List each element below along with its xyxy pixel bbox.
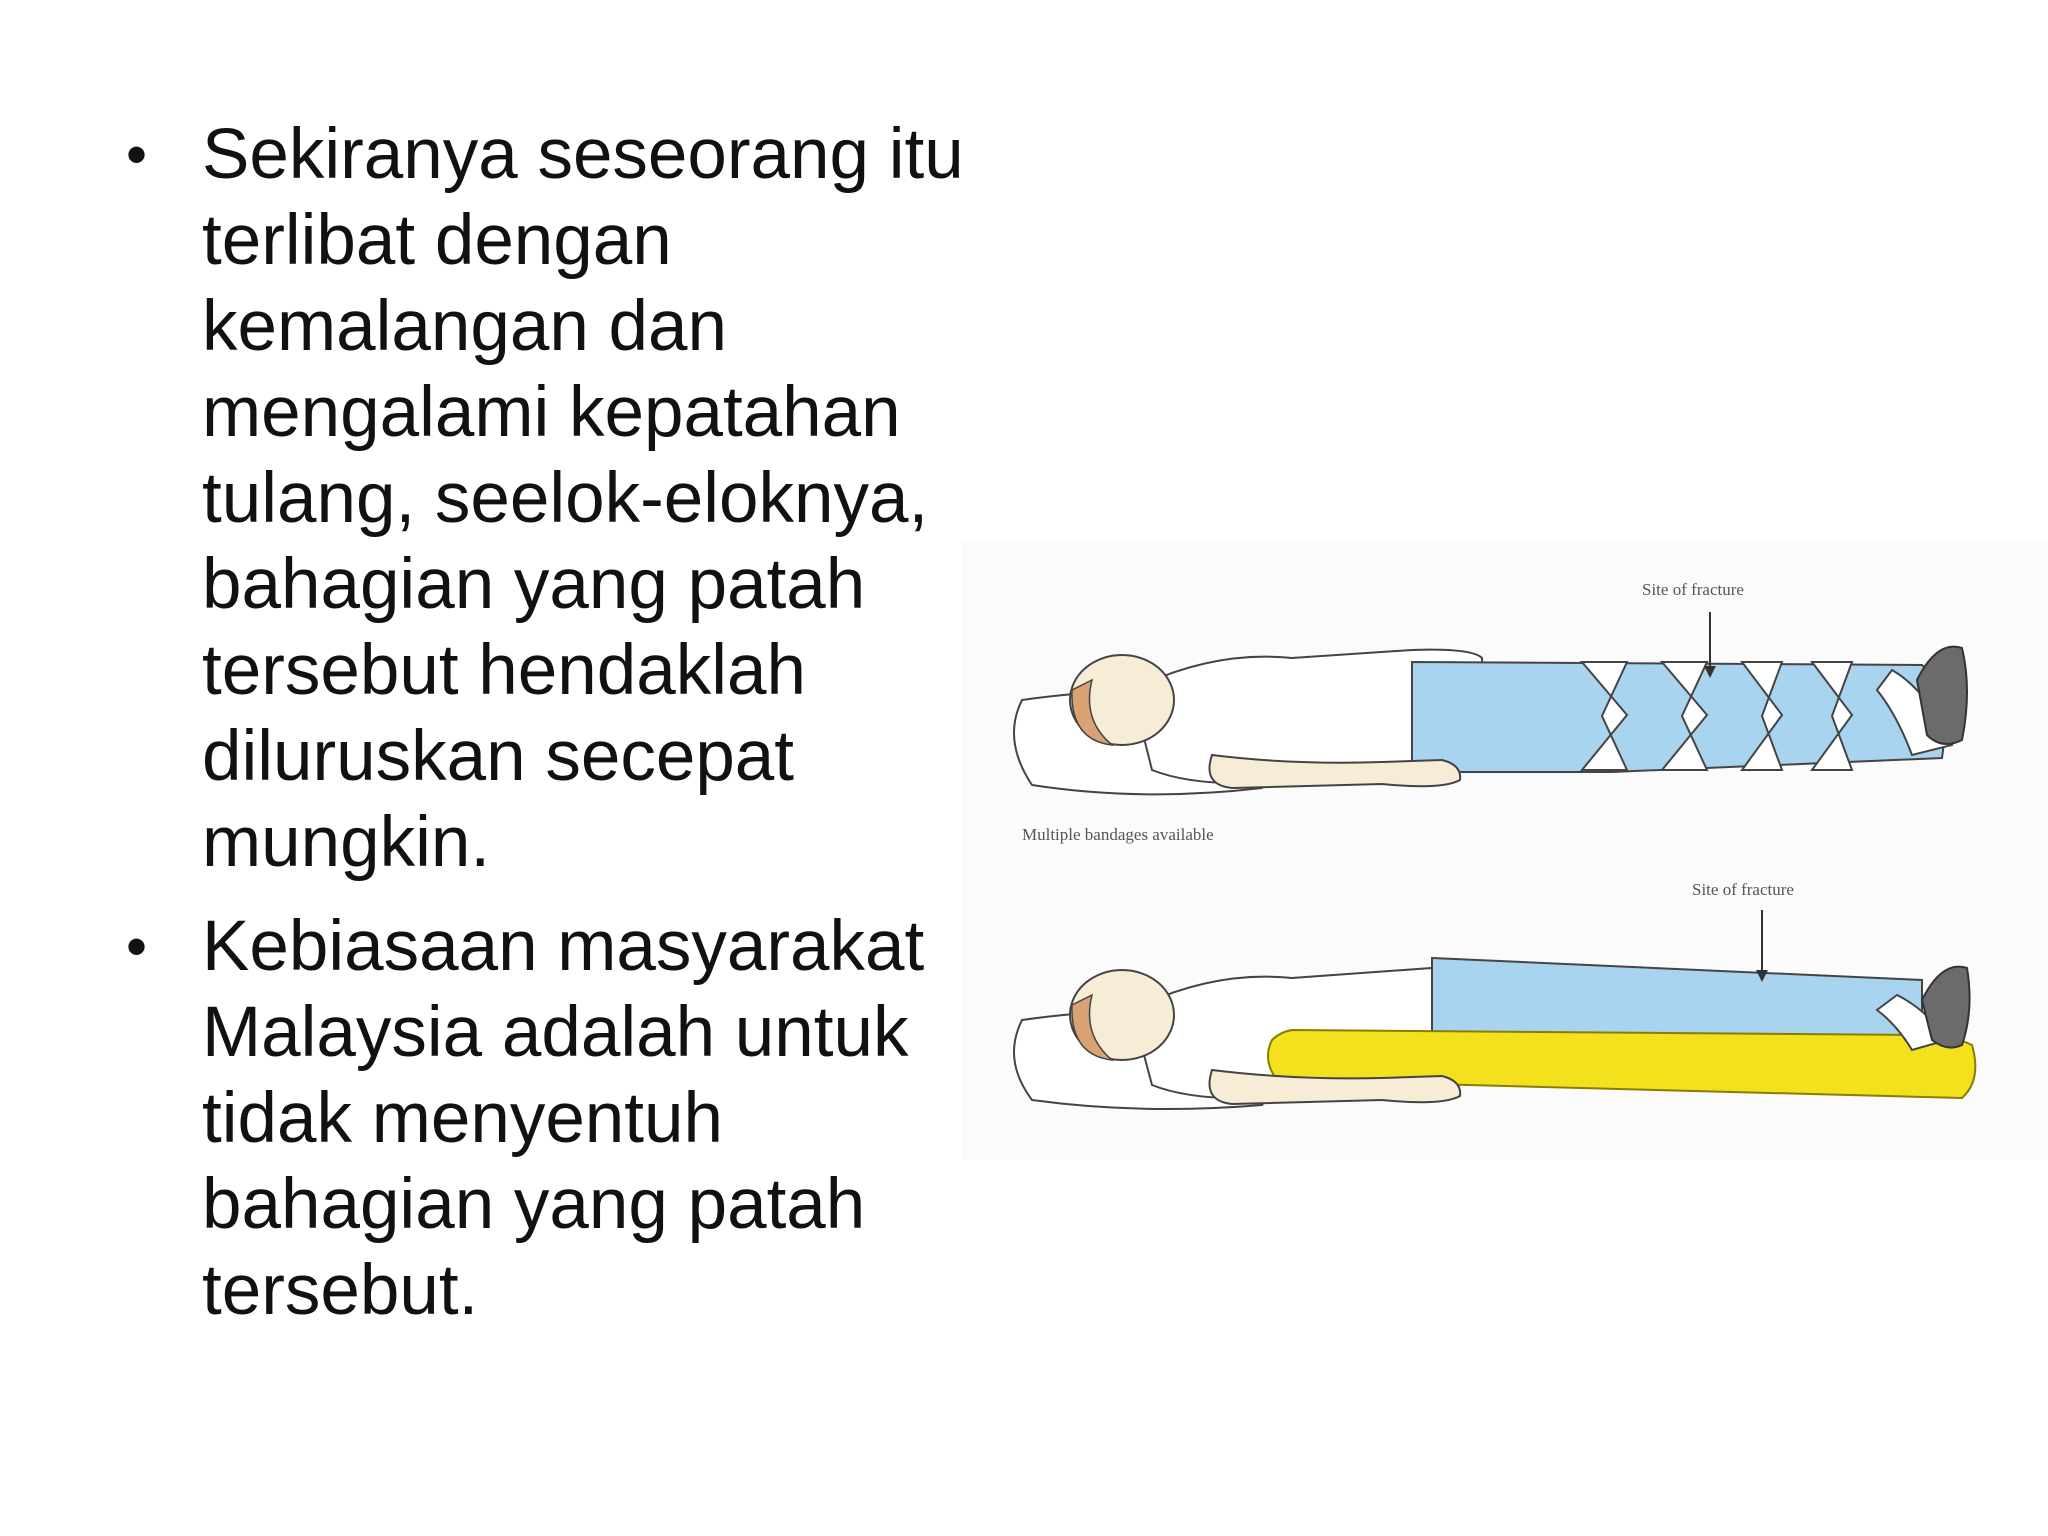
site-of-fracture-label-top: Site of fracture [1642, 580, 1744, 599]
illustration-svg [962, 540, 2048, 1160]
patient-figure-bandaged [1014, 580, 1967, 794]
bullet-line: Sekiranya seseorang itu [202, 115, 964, 194]
bullet-line: mengalami kepatahan [202, 373, 901, 452]
site-of-fracture-label-bottom: Site of fracture [1692, 880, 1794, 899]
fracture-splinting-illustration [962, 540, 2048, 1160]
bullet-line: tersebut hendaklah [202, 631, 806, 710]
bullet-line: tidak menyentuh [202, 1079, 723, 1158]
bullet-line: Malaysia adalah untuk [202, 993, 909, 1072]
bullet-dot: • [126, 913, 148, 980]
bullet-item-1 [120, 112, 980, 886]
bullet-line: diluruskan secepat [202, 717, 795, 796]
bullet-line: bahagian yang patah [202, 545, 866, 624]
bullet-line: bahagian yang patah [202, 1165, 866, 1244]
bullet-dot: • [126, 121, 148, 188]
multiple-bandages-caption: Multiple bandages available [1022, 825, 1214, 844]
bullet-list [120, 112, 980, 1352]
bullet-line: mungkin. [202, 803, 491, 882]
patient-figure-splinted [1014, 880, 1975, 1109]
bullet-line: kemalangan dan [202, 287, 728, 366]
bullet-line: tersebut. [202, 1251, 479, 1330]
bullet-line: Kebiasaan masyarakat [202, 907, 925, 986]
bullet-item-2 [120, 904, 980, 1334]
bullet-line: terlibat dengan [202, 201, 672, 280]
bullet-line: tulang, seelok-eloknya, [202, 459, 929, 538]
